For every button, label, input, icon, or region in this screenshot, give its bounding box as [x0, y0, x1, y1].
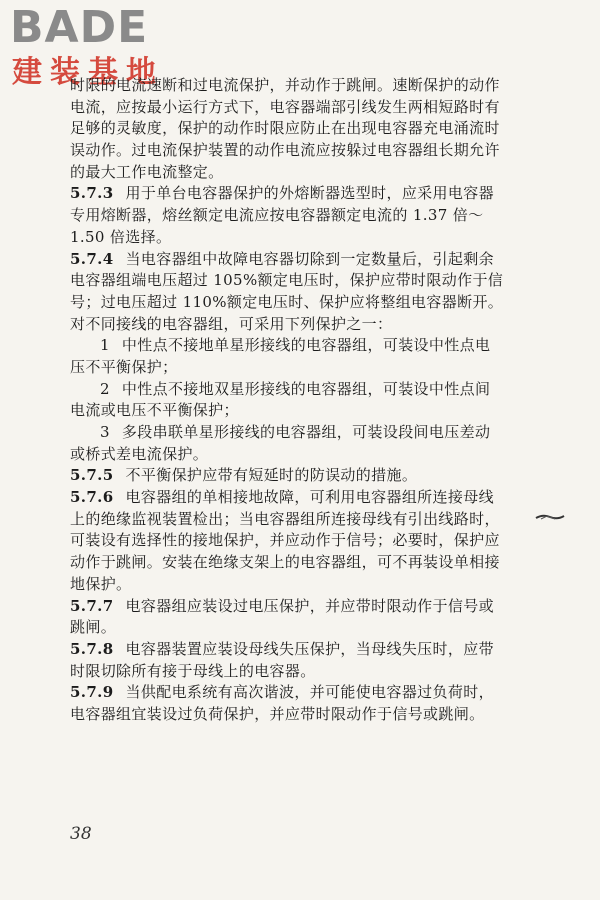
text-line	[70, 639, 530, 661]
text-line	[70, 704, 530, 726]
section-number: 5.7.9	[70, 683, 114, 702]
text-line	[70, 530, 530, 552]
line-text: 压不平衡保护；	[70, 357, 178, 376]
text-line	[70, 140, 530, 162]
line-text: 用于单台电容器保护的外熔断器选型时，应采用电容器	[125, 184, 494, 203]
watermark-cjk: 建装基地	[12, 55, 164, 90]
text-line	[70, 118, 530, 140]
line-text: 的最大工作电流整定。	[70, 162, 224, 181]
text-line	[70, 682, 530, 704]
text-line	[70, 249, 530, 271]
line-text: 当电容器组中故障电容器切除到一定数量后，引起剩余	[125, 249, 494, 268]
line-text: 中性点不接地单星形接线的电容器组，可装设中性点电	[121, 336, 491, 355]
text-line	[70, 270, 530, 292]
line-text: 对不同接线的电容器组，可采用下列保护之一：	[70, 314, 393, 333]
text-line	[70, 357, 530, 379]
text-line	[70, 617, 530, 639]
line-text: 足够的灵敏度，保护的动作时限应防止在出现电容器充电涌流时	[70, 119, 500, 138]
text-line	[70, 509, 530, 531]
text-line	[70, 314, 530, 336]
section-number: 5.7.3	[70, 184, 114, 203]
text-line	[70, 661, 530, 683]
text-line	[70, 487, 530, 509]
line-text: 专用熔断器，熔丝额定电流应按电容器额定电流的 1.37 倍～	[70, 206, 484, 225]
line-text: 误动作。过电流保护装置的动作电流应按躲过电容器组长期允许	[70, 141, 500, 160]
text-line	[70, 183, 530, 205]
text-line	[70, 335, 530, 357]
text-line	[70, 444, 530, 466]
line-text: 多段串联单星形接线的电容器组，可装设段间电压差动	[121, 423, 491, 441]
line-text: 动作于跳闸。安装在绝缘支架上的电容器组，可不再装设单相接	[70, 553, 500, 572]
line-text: 跳闸。	[70, 618, 117, 637]
text-line	[70, 292, 530, 314]
text-line	[70, 227, 530, 249]
text-line	[70, 400, 530, 422]
text-line	[70, 422, 530, 444]
watermark-latin: BADE	[10, 2, 149, 53]
section-number: 5.7.8	[70, 639, 114, 658]
line-text: 电流或电压不平衡保护；	[70, 401, 239, 420]
text-line	[70, 205, 530, 227]
section-number: 5.7.7	[70, 596, 114, 615]
list-item-number: 3	[100, 423, 110, 441]
line-text: 电流，应按最小运行方式下，电容器端部引线发生两相短路时有	[70, 97, 500, 116]
line-text: 电容器组宜装设过负荷保护，并应带时限动作于信号或跳闸。	[70, 704, 485, 723]
line-text: 时限切除所有接于母线上的电容器。	[70, 661, 316, 680]
text-line	[70, 465, 530, 487]
line-text: 电容器组端电压超过 105%额定电压时，保护应带时限动作于信	[70, 271, 504, 290]
line-text: 1.50 倍选择。	[70, 227, 172, 246]
section-number: 5.7.4	[70, 249, 114, 268]
section-number: 5.7.5	[70, 466, 114, 485]
document-body	[70, 75, 530, 726]
line-text: 上的绝缘监视装置检出；当电容器组所连接母线有引出线路时，	[70, 509, 500, 528]
page-number: 38	[70, 824, 92, 844]
line-text: 电容器装置应装设母线失压保护，当母线失压时，应带	[125, 639, 494, 658]
text-line	[70, 162, 530, 184]
line-text: 时限的电流速断和过电流保护，并动作于跳闸。速断保护的动作	[70, 76, 500, 94]
text-line	[70, 97, 530, 119]
line-text: 可装设有选择性的接地保护，并应动作于信号；必要时，保护应	[70, 531, 500, 550]
list-item-number: 2	[100, 379, 110, 398]
line-text: 号；过电压超过 110%额定电压时、保护应将整组电容器断开。	[70, 292, 504, 311]
text-line	[70, 574, 530, 596]
list-item-number: 1	[100, 336, 110, 355]
line-text: 或桥式差电流保护。	[70, 444, 209, 463]
line-text: 中性点不接地双星形接线的电容器组，可装设中性点间	[121, 379, 491, 398]
text-line	[70, 596, 530, 618]
line-text: 电容器组的单相接地故障，可利用电容器组所连接母线	[125, 488, 494, 507]
text-line	[70, 379, 530, 401]
line-text: 不平衡保护应带有短延时的防误动的措施。	[125, 466, 418, 485]
section-number: 5.7.6	[70, 488, 114, 507]
line-text: 当供配电系统有高次谐波，并可能使电容器过负荷时，	[125, 683, 494, 702]
line-text: 电容器组应装设过电压保护，并应带时限动作于信号或	[125, 596, 494, 615]
ink-smudge-mark	[535, 512, 565, 522]
text-line	[70, 552, 530, 574]
text-line	[70, 75, 530, 97]
line-text: 地保护。	[70, 574, 132, 593]
